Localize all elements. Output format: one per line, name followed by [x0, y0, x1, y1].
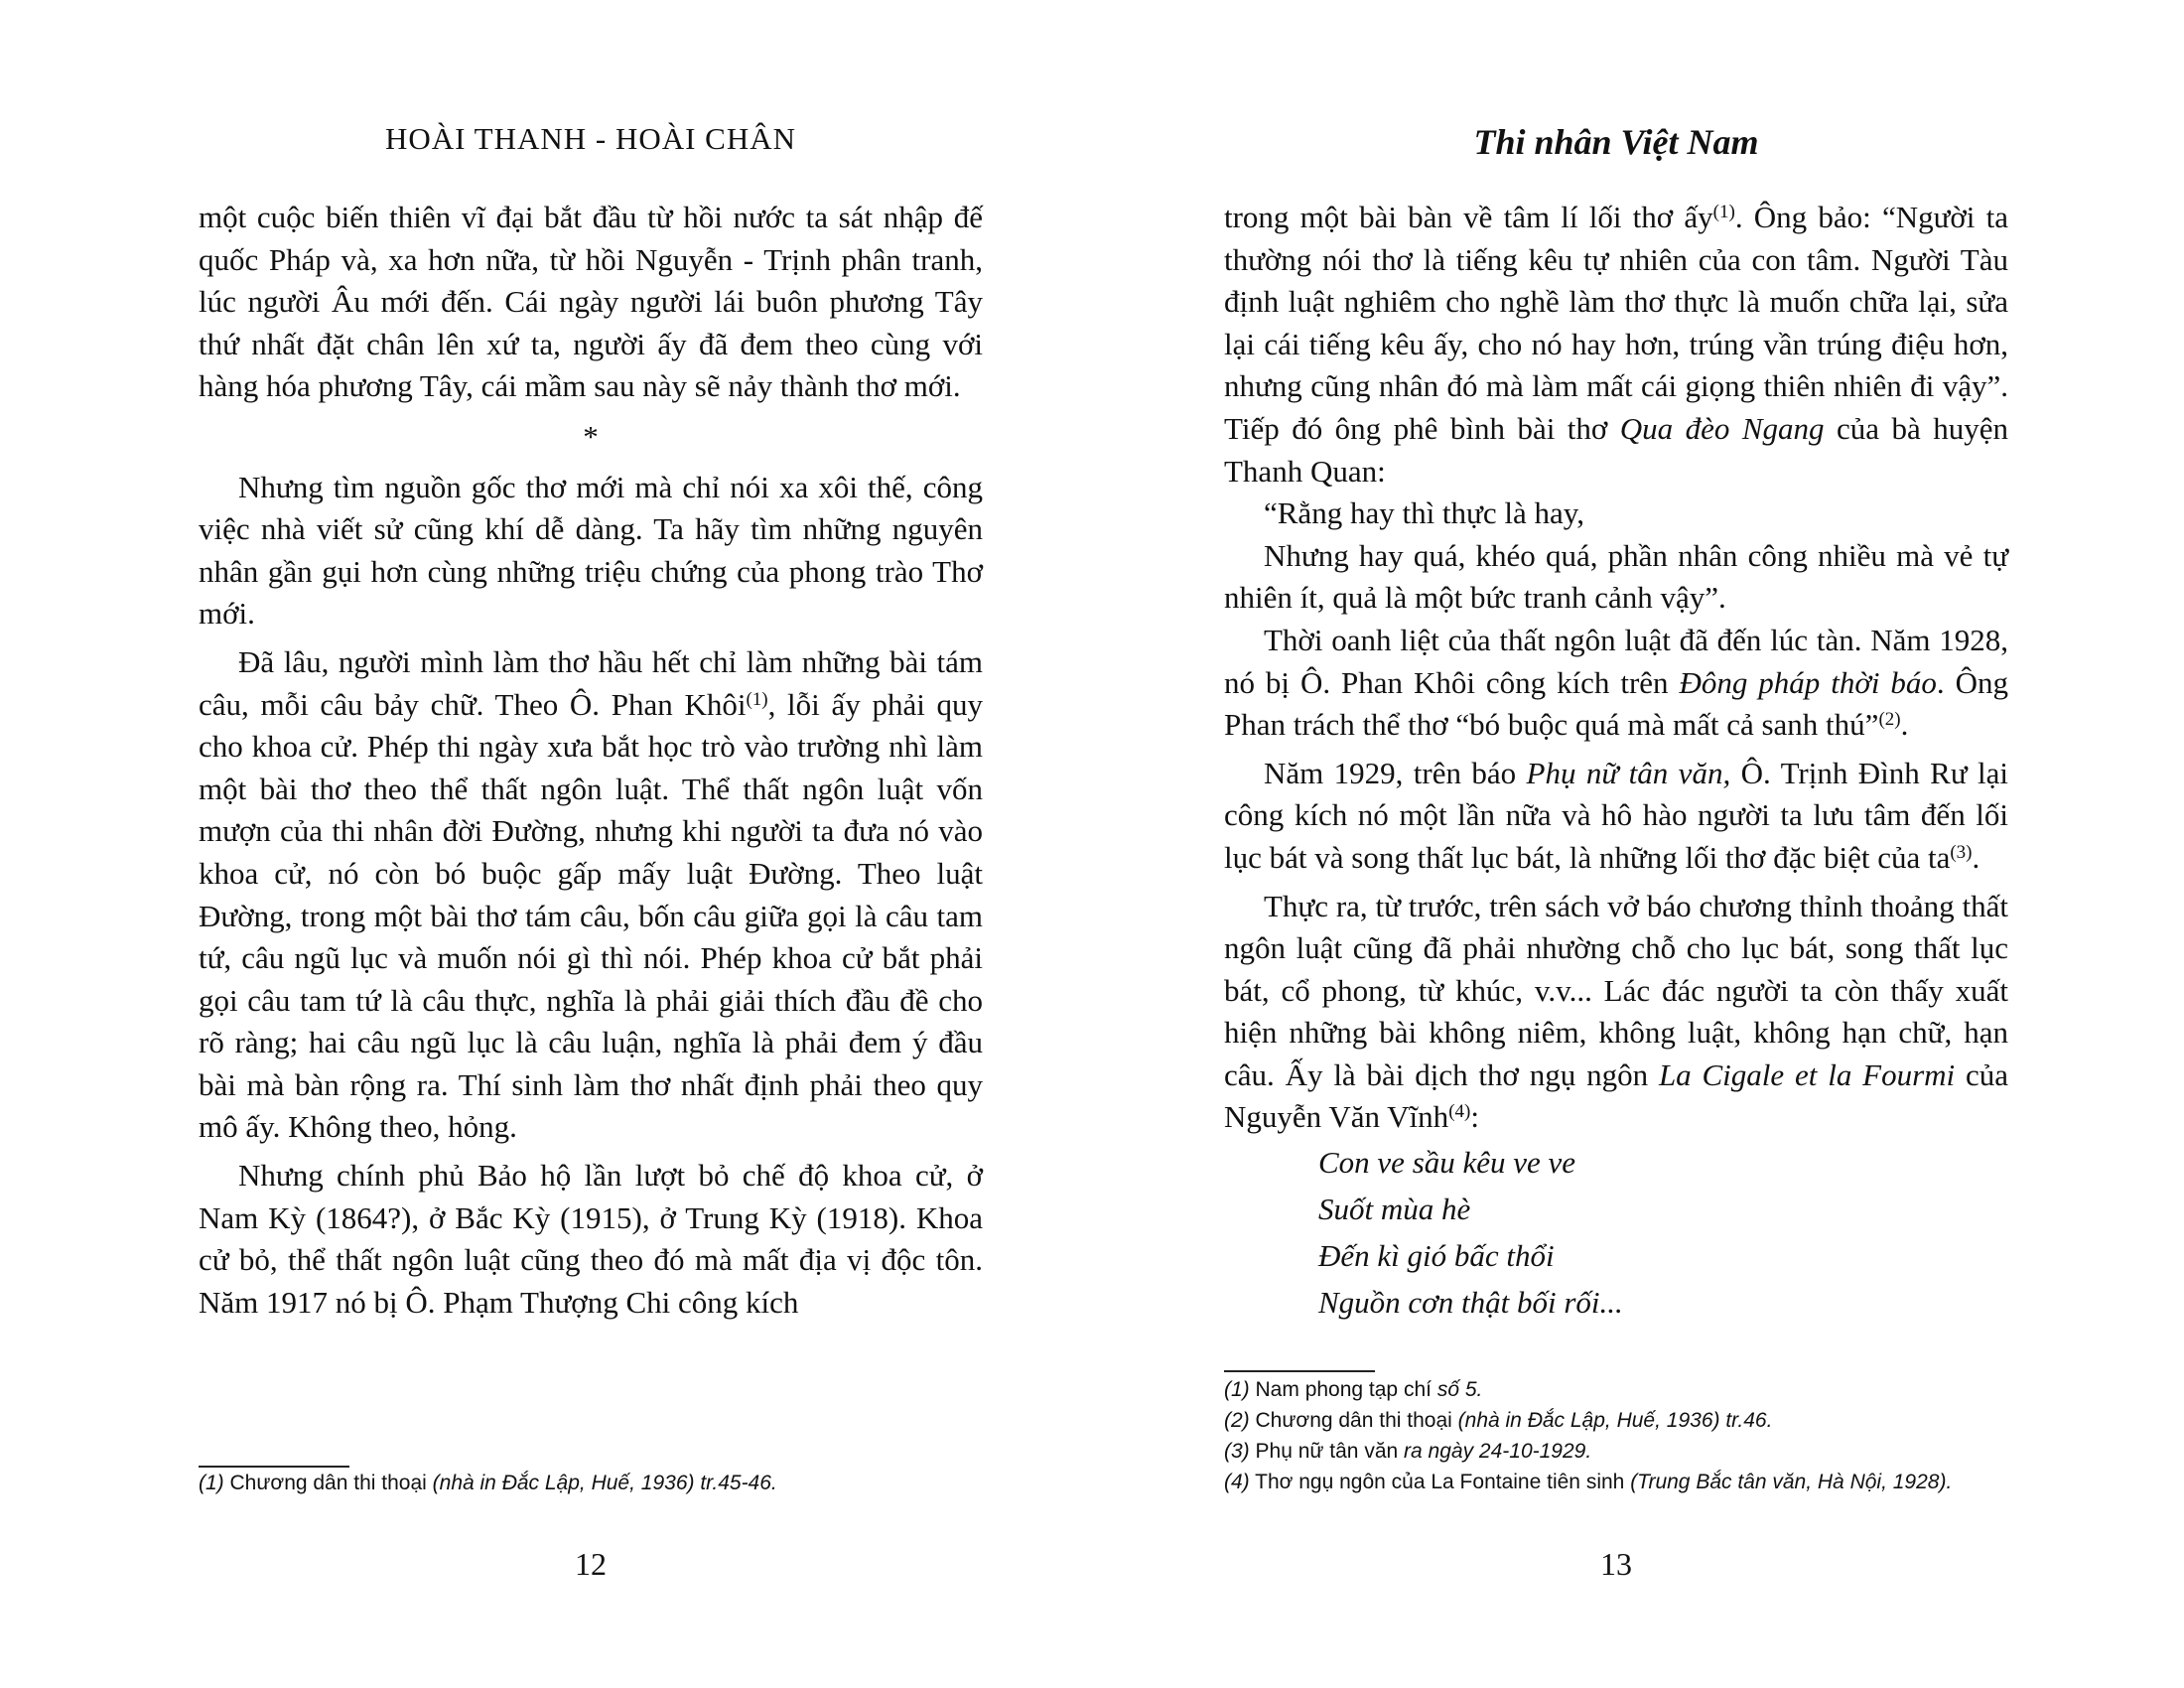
paragraph: Nhưng chính phủ Bảo hộ lần lượt bỏ chế độ khoa cử, ở Nam Kỳ (1864?), ở Bắc Kỳ (1915), ở Trung Kỳ (1918). Khoa cử bỏ, thể thất ngôn luật cũng theo đó mà mất địa vị độc tôn. Năm 1917 nó bị Ô. Phạm Thượng Chi công kích: [199, 1158, 983, 1320]
running-header-title: Thi nhân Việt Nam: [1473, 122, 1759, 162]
paragraph: Đã lâu, người mình làm thơ hầu hết chỉ làm những bài tám câu, mỗi câu bảy chữ. Theo Ô. Phan Khôi$^{(1)}$, lỗi ấy phải quy cho khoa cử. Phép thi ngày xưa bắt học trò vào trường nhì làm một bài thơ theo thể thất ngôn luật. Thể thất ngôn luật vốn mượn của thi nhân đời Đường, nhưng khi người ta đưa nó vào khoa cử, nó còn bó buộc gấp mấy luật Đường. Theo luật Đường, trong một bài thơ tám câu, bốn câu giữa gọi là câu tam tứ, câu ngũ lục và muốn nói gì thì nói. Phép khoa cử bắt phải gọi câu tam tứ là câu thực, nghĩa là phải giải thích đầu đề cho rõ ràng; hai câu ngũ lục là câu luận, nghĩa là phải đem ý đầu bài mà bàn rộng ra. Thí sinh làm thơ nhất định phải theo quy mô ấy. Không theo, hỏng.: [199, 643, 984, 1145]
right-body-text: [1224, 197, 2008, 1326]
paragraph: trong một bài bàn về tâm lí lối thơ ấy$^{(1)}$. Ông bảo: “Người ta thường nói thơ là tiếng kêu tự nhiên của con tâm. Người Tàu định luật nghiêm cho nghề làm thơ thực là muốn chữa lại, sửa lại cái tiếng kêu ấy, cho nó hay hơn, trúng vần trúng điệu hơn, nhưng cũng nhân đó mà làm mất cái giọng thiên nhiên đi vậy”. Tiếp đó ông phê bình bài thơ Qua đèo Ngang của bà huyện Thanh Quan:: [1224, 200, 2009, 489]
paragraph: Nhưng tìm nguồn gốc thơ mới mà chỉ nói xa xôi thế, công việc nhà viết sử cũng khí dễ dàng. Ta hãy tìm những nguyên nhân gần gụi hơn cùng những triệu chứng của phong trào Thơ mới.: [199, 469, 983, 632]
footnotes: [1224, 1374, 2018, 1497]
footnote-ref: (1): [1712, 202, 1735, 222]
poem-line: Đến kì gió bấc thổi: [1318, 1238, 1555, 1274]
footnote-ref: (2): [1878, 709, 1901, 731]
footnote-item: (3) Phụ nữ tân văn ra ngày 24-10-1929.: [1224, 1440, 1592, 1463]
quote-line: “Rằng hay thì thực là hay,: [1264, 495, 1584, 531]
footnote-ref: (4): [1448, 1101, 1471, 1123]
footnote-ref: (3): [1950, 841, 1973, 863]
footnote-item: (1) Nam phong tạp chí số 5.: [1224, 1378, 1483, 1401]
poem-line: Con ve sầu kêu ve ve: [1318, 1145, 1576, 1181]
paragraph: một cuộc biến thiên vĩ đại bắt đầu từ hồi nước ta sát nhập đế quốc Pháp và, xa hơn nữa, từ hồi Nguyễn - Trịnh phân tranh, lúc người Âu mới đến. Cái ngày người lái buôn phương Tây thứ nhất đặt chân lên xứ ta, người ấy đã đem theo cùng với hàng hóa phương Tây, cái mầm sau này sẽ nảy thành thơ mới.: [199, 200, 983, 404]
paragraph: Năm 1929, trên báo Phụ nữ tân văn, Ô. Trịnh Đình Rư lại công kích nó một lần nữa và hô hào người ta lưu tâm đến lối lục bát và song thất lục bát, là những lối thơ đặc biệt của $ta^{(3)}$.: [1224, 755, 2008, 875]
poem-line: Nguồn cơn thật bối rối...: [1318, 1285, 1623, 1321]
left-page: [199, 0, 983, 1688]
footnote-item: (2) Chương dân thi thoại (nhà in Đắc Lập, Huế, 1936) tr.46.: [1224, 1409, 1773, 1432]
right-page: [1224, 0, 2008, 1688]
footnote-ref: (1): [746, 688, 768, 710]
poem-line: Suốt mùa hè: [1318, 1192, 1471, 1227]
poem-excerpt: [1318, 1139, 2008, 1326]
footnote-divider: [1224, 1370, 1375, 1372]
footnote-item: (4) Thơ ngụ ngôn của La Fontaine tiên sinh (Trung Bắc tân văn, Hà Nội, 1928).: [1224, 1471, 1953, 1493]
section-divider-asterisk: *: [583, 418, 599, 454]
running-header-author: HOÀI THANH - HOÀI CHÂN: [384, 121, 797, 156]
footnotes: [199, 1468, 993, 1498]
page-number: 12: [575, 1546, 607, 1582]
footnote-item: (1) Chương dân thi thoại (nhà in Đắc Lập, Huế, 1936) tr.45-46.: [199, 1472, 777, 1494]
paragraph: Thời oanh liệt của thất ngôn luật đã đến lúc tàn. Năm 1928, nó bị Ô. Phan Khôi công kích trên Đông pháp thời báo. Ông Phan trách thể thơ “bó buộc quá mà mất cả sanh thú”$^{(2)}$.: [1224, 622, 2008, 743]
quote-line: Nhưng hay quá, khéo quá, phần nhân công nhiều mà vẻ tự nhiên ít, quả là một bức tranh cảnh vậy”.: [1224, 537, 2008, 616]
page-number: 13: [1600, 1546, 1632, 1582]
left-body-text: [199, 197, 983, 1324]
paragraph: Thực ra, từ trước, trên sách vở báo chương thỉnh thoảng thất ngôn luật cũng đã phải nhường chỗ cho lục bát, song thất lục bát, cổ phong, từ khúc, v.v... Lác đác người ta còn thấy xuất hiện những bài không niêm, không luật, không hạn chữ, hạn câu. Ấy là bài dịch thơ ngụ ngôn La Cigale et la Fourmi của Nguyễn Văn Vĩnh$^{(4)}$:: [1224, 888, 2009, 1135]
